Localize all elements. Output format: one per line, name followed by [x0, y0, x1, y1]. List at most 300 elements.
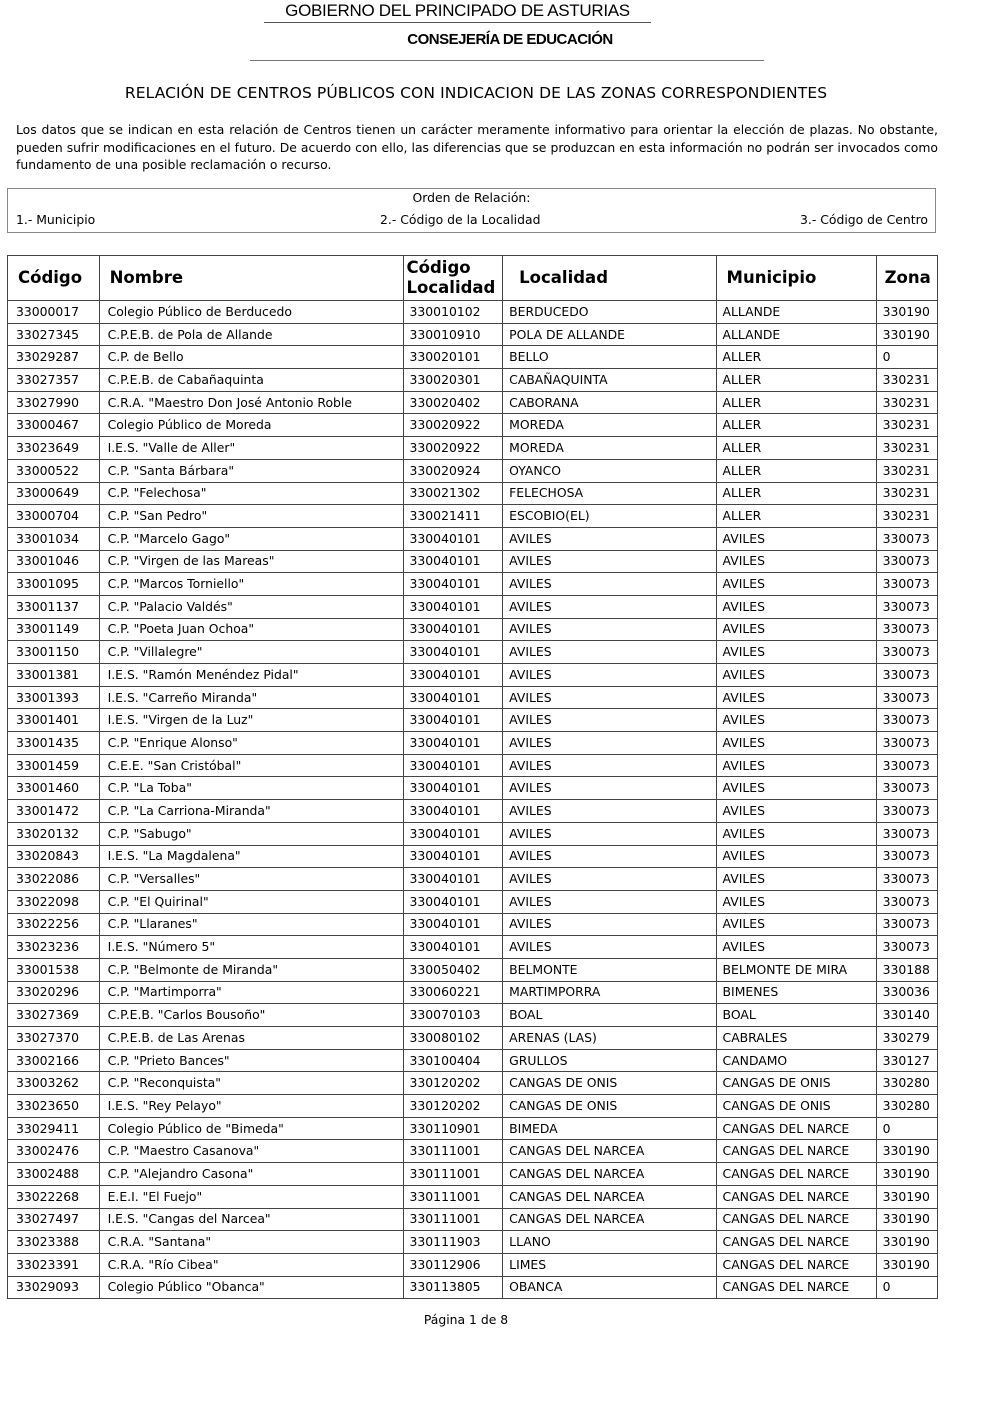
cell-nombre: C.P. "Marcelo Gago" — [99, 527, 403, 550]
cell-codigo-localidad: 330111001 — [403, 1163, 503, 1186]
cell-nombre: C.P. "Palacio Valdés" — [99, 595, 403, 618]
header-divider — [250, 60, 764, 61]
cell-codigo: 33000467 — [8, 414, 100, 437]
cell-zona: 330190 — [876, 1185, 937, 1208]
cell-zona: 330190 — [876, 1208, 937, 1231]
table-row — [8, 527, 938, 550]
cell-zona: 330231 — [876, 437, 937, 460]
cell-codigo: 33020132 — [8, 822, 100, 845]
cell-codigo: 33001393 — [8, 686, 100, 709]
cell-codigo: 33001459 — [8, 754, 100, 777]
table-row — [8, 1117, 938, 1140]
cell-municipio: ALLER — [716, 437, 876, 460]
table-row — [8, 1253, 938, 1276]
table-row — [8, 754, 938, 777]
cell-municipio: ALLANDE — [716, 323, 876, 346]
cell-codigo-localidad: 330111001 — [403, 1185, 503, 1208]
cell-municipio: AVILES — [716, 527, 876, 550]
cell-codigo-localidad: 330040101 — [403, 664, 503, 687]
table-row — [8, 664, 938, 687]
cell-nombre: C.P. "Marcos Torniello" — [99, 573, 403, 596]
cell-codigo: 33001046 — [8, 550, 100, 573]
cell-codigo: 33001149 — [8, 618, 100, 641]
cell-localidad: AVILES — [503, 913, 716, 936]
cell-nombre: C.P. "Reconquista" — [99, 1072, 403, 1095]
cell-nombre: C.P. "Enrique Alonso" — [99, 732, 403, 755]
cell-municipio: AVILES — [716, 664, 876, 687]
cell-codigo: 33001095 — [8, 573, 100, 596]
cell-codigo-localidad: 330040101 — [403, 573, 503, 596]
cell-codigo-localidad: 330040101 — [403, 890, 503, 913]
schools-table — [7, 255, 938, 1299]
cell-codigo: 33029093 — [8, 1276, 100, 1299]
disclaimer-paragraph: Los datos que se indican en esta relación de Centros tienen un carácter meramente informativo para orientar la elección de plazas. No obstante, pueden sufrir modificaciones en el futuro. De acuerdo con ello, las diferencias que se produzcan en esta información no podrán ser invocados como fundamento de una posible reclamación o recurso. — [16, 122, 938, 172]
cell-codigo-localidad: 330040101 — [403, 822, 503, 845]
cell-codigo: 33002476 — [8, 1140, 100, 1163]
cell-zona: 330073 — [876, 641, 937, 664]
cell-codigo: 33022086 — [8, 868, 100, 891]
cell-nombre: C.P.E.B. de Cabañaquinta — [99, 369, 403, 392]
cell-zona: 330127 — [876, 1049, 937, 1072]
cell-zona: 330190 — [876, 1253, 937, 1276]
cell-localidad: BOAL — [503, 1004, 716, 1027]
cell-nombre: I.E.S. "Carreño Miranda" — [99, 686, 403, 709]
table-row — [8, 868, 938, 891]
cell-zona: 330231 — [876, 369, 937, 392]
cell-localidad: FELECHOSA — [503, 482, 716, 505]
cell-codigo: 33022268 — [8, 1185, 100, 1208]
cell-municipio: AVILES — [716, 709, 876, 732]
cell-codigo: 33023236 — [8, 936, 100, 959]
table-row — [8, 732, 938, 755]
table-row — [8, 709, 938, 732]
cell-codigo: 33020296 — [8, 981, 100, 1004]
cell-municipio: CANGAS DE ONIS — [716, 1095, 876, 1118]
cell-nombre: I.E.S. "Valle de Aller" — [99, 437, 403, 460]
cell-zona: 330073 — [876, 527, 937, 550]
cell-municipio: AVILES — [716, 754, 876, 777]
cell-localidad: MOREDA — [503, 414, 716, 437]
cell-codigo-localidad: 330080102 — [403, 1027, 503, 1050]
cell-localidad: AVILES — [503, 664, 716, 687]
cell-municipio: CANGAS DEL NARCE — [716, 1185, 876, 1208]
cell-municipio: AVILES — [716, 595, 876, 618]
cell-nombre: I.E.S. "Virgen de la Luz" — [99, 709, 403, 732]
cell-codigo-localidad: 330111001 — [403, 1208, 503, 1231]
table-row — [8, 1276, 938, 1299]
table-row — [8, 1095, 938, 1118]
cell-codigo-localidad: 330010102 — [403, 301, 503, 324]
column-header-codigo-localidad: Código Localidad — [403, 256, 503, 301]
cell-municipio: ALLER — [716, 505, 876, 528]
table-row — [8, 505, 938, 528]
cell-municipio: ALLER — [716, 414, 876, 437]
sort-order-box — [7, 188, 936, 233]
cell-codigo-localidad: 330040101 — [403, 732, 503, 755]
cell-municipio: BOAL — [716, 1004, 876, 1027]
cell-nombre: C.P. "San Pedro" — [99, 505, 403, 528]
cell-zona: 330073 — [876, 686, 937, 709]
cell-codigo: 33001401 — [8, 709, 100, 732]
cell-nombre: C.P. "La Carriona-Miranda" — [99, 800, 403, 823]
cell-codigo: 33029411 — [8, 1117, 100, 1140]
cell-zona: 330231 — [876, 391, 937, 414]
cell-zona: 330073 — [876, 913, 937, 936]
cell-codigo-localidad: 330040101 — [403, 913, 503, 936]
cell-zona: 330190 — [876, 1231, 937, 1254]
cell-codigo: 33000649 — [8, 482, 100, 505]
table-row — [8, 459, 938, 482]
cell-nombre: E.E.I. "El Fuejo" — [99, 1185, 403, 1208]
cell-codigo-localidad: 330021411 — [403, 505, 503, 528]
cell-codigo-localidad: 330112906 — [403, 1253, 503, 1276]
cell-zona: 330073 — [876, 777, 937, 800]
cell-codigo-localidad: 330040101 — [403, 618, 503, 641]
cell-localidad: AVILES — [503, 573, 716, 596]
cell-codigo: 33001381 — [8, 664, 100, 687]
cell-codigo: 33027497 — [8, 1208, 100, 1231]
cell-codigo: 33022256 — [8, 913, 100, 936]
cell-localidad: AVILES — [503, 595, 716, 618]
cell-municipio: AVILES — [716, 822, 876, 845]
cell-nombre: I.E.S. "La Magdalena" — [99, 845, 403, 868]
cell-nombre: Colegio Público de Moreda — [99, 414, 403, 437]
cell-codigo-localidad: 330021302 — [403, 482, 503, 505]
cell-localidad: AVILES — [503, 800, 716, 823]
table-row — [8, 369, 938, 392]
cell-localidad: AVILES — [503, 868, 716, 891]
cell-nombre: C.P. "El Quirinal" — [99, 890, 403, 913]
cell-localidad: OBANCA — [503, 1276, 716, 1299]
cell-nombre: I.E.S. "Ramón Menéndez Pidal" — [99, 664, 403, 687]
cell-codigo: 33001460 — [8, 777, 100, 800]
cell-codigo: 33003262 — [8, 1072, 100, 1095]
cell-localidad: CABORANA — [503, 391, 716, 414]
cell-municipio: AVILES — [716, 777, 876, 800]
column-header-municipio: Municipio — [716, 256, 876, 301]
cell-codigo: 33001137 — [8, 595, 100, 618]
cell-municipio: ALLER — [716, 346, 876, 369]
table-row — [8, 777, 938, 800]
cell-municipio: ALLER — [716, 482, 876, 505]
table-row — [8, 1004, 938, 1027]
cell-localidad: CANGAS DEL NARCEA — [503, 1163, 716, 1186]
cell-municipio: ALLER — [716, 459, 876, 482]
cell-zona: 330073 — [876, 868, 937, 891]
cell-codigo: 33001435 — [8, 732, 100, 755]
cell-codigo: 33020843 — [8, 845, 100, 868]
cell-codigo-localidad: 330040101 — [403, 777, 503, 800]
table-row — [8, 686, 938, 709]
cell-localidad: BELLO — [503, 346, 716, 369]
document-title: RELACIÓN DE CENTROS PÚBLICOS CON INDICACION DE LAS ZONAS CORRESPONDIENTES — [124, 84, 828, 102]
cell-nombre: I.E.S. "Cangas del Narcea" — [99, 1208, 403, 1231]
cell-zona: 330188 — [876, 958, 937, 981]
cell-codigo-localidad: 330120202 — [403, 1095, 503, 1118]
table-row — [8, 958, 938, 981]
cell-localidad: AVILES — [503, 686, 716, 709]
cell-localidad: ESCOBIO(EL) — [503, 505, 716, 528]
cell-codigo: 33023650 — [8, 1095, 100, 1118]
cell-municipio: CANGAS DEL NARCE — [716, 1163, 876, 1186]
sort-order-item: 1.- Municipio — [16, 212, 96, 227]
cell-zona: 0 — [876, 1117, 937, 1140]
cell-codigo-localidad: 330020924 — [403, 459, 503, 482]
cell-codigo-localidad: 330020402 — [403, 391, 503, 414]
cell-localidad: LIMES — [503, 1253, 716, 1276]
cell-zona: 330073 — [876, 822, 937, 845]
cell-localidad: AVILES — [503, 936, 716, 959]
cell-localidad: AVILES — [503, 732, 716, 755]
cell-codigo-localidad: 330040101 — [403, 686, 503, 709]
sort-order-item: 3.- Código de Centro — [800, 212, 928, 227]
table-row — [8, 323, 938, 346]
cell-localidad: AVILES — [503, 550, 716, 573]
cell-localidad: BELMONTE — [503, 958, 716, 981]
table-row — [8, 1049, 938, 1072]
cell-nombre: C.P.E.B. de Pola de Allande — [99, 323, 403, 346]
table-header-row — [8, 256, 938, 301]
cell-zona: 330140 — [876, 1004, 937, 1027]
cell-codigo: 33023388 — [8, 1231, 100, 1254]
cell-zona: 0 — [876, 1276, 937, 1299]
cell-localidad: CABAÑAQUINTA — [503, 369, 716, 392]
cell-codigo-localidad: 330050402 — [403, 958, 503, 981]
cell-localidad: CANGAS DE ONIS — [503, 1095, 716, 1118]
cell-zona: 330073 — [876, 800, 937, 823]
column-header-nombre: Nombre — [99, 256, 403, 301]
cell-codigo-localidad: 330060221 — [403, 981, 503, 1004]
table-row — [8, 1140, 938, 1163]
cell-codigo: 33001150 — [8, 641, 100, 664]
cell-municipio: AVILES — [716, 573, 876, 596]
table-row — [8, 1231, 938, 1254]
cell-zona: 330073 — [876, 936, 937, 959]
cell-localidad: LLANO — [503, 1231, 716, 1254]
cell-codigo-localidad: 330020922 — [403, 414, 503, 437]
cell-localidad: ARENAS (LAS) — [503, 1027, 716, 1050]
table-row — [8, 981, 938, 1004]
cell-municipio: CANGAS DEL NARCE — [716, 1140, 876, 1163]
cell-zona: 330231 — [876, 482, 937, 505]
cell-municipio: CANDAMO — [716, 1049, 876, 1072]
cell-localidad: GRULLOS — [503, 1049, 716, 1072]
cell-codigo: 33029287 — [8, 346, 100, 369]
cell-codigo: 33027345 — [8, 323, 100, 346]
header-divider — [264, 22, 651, 23]
table-row — [8, 845, 938, 868]
cell-municipio: ALLANDE — [716, 301, 876, 324]
cell-municipio: BIMENES — [716, 981, 876, 1004]
column-header-zona: Zona — [876, 256, 937, 301]
table-row — [8, 1208, 938, 1231]
cell-municipio: CANGAS DEL NARCE — [716, 1208, 876, 1231]
cell-nombre: C.P. "Villalegre" — [99, 641, 403, 664]
cell-municipio: AVILES — [716, 913, 876, 936]
cell-nombre: C.P.E.B. de Las Arenas — [99, 1027, 403, 1050]
cell-codigo-localidad: 330020301 — [403, 369, 503, 392]
cell-municipio: AVILES — [716, 550, 876, 573]
cell-codigo-localidad: 330020101 — [403, 346, 503, 369]
cell-codigo-localidad: 330020922 — [403, 437, 503, 460]
cell-zona: 330073 — [876, 845, 937, 868]
cell-nombre: C.P. "Alejandro Casona" — [99, 1163, 403, 1186]
cell-zona: 330190 — [876, 301, 937, 324]
cell-municipio: CABRALES — [716, 1027, 876, 1050]
cell-localidad: AVILES — [503, 709, 716, 732]
cell-localidad: CANGAS DE ONIS — [503, 1072, 716, 1095]
cell-zona: 330073 — [876, 732, 937, 755]
cell-nombre: C.P. "Martimporra" — [99, 981, 403, 1004]
table-row — [8, 1027, 938, 1050]
table-row — [8, 618, 938, 641]
cell-nombre: I.E.S. "Número 5" — [99, 936, 403, 959]
cell-nombre: C.P. de Bello — [99, 346, 403, 369]
cell-municipio: AVILES — [716, 686, 876, 709]
cell-municipio: CANGAS DEL NARCE — [716, 1231, 876, 1254]
department-header: CONSEJERÍA DE EDUCACIÓN — [407, 31, 613, 48]
cell-nombre: Colegio Público "Obanca" — [99, 1276, 403, 1299]
cell-nombre: C.R.A. "Río Cibea" — [99, 1253, 403, 1276]
cell-codigo-localidad: 330111001 — [403, 1140, 503, 1163]
cell-codigo: 33023391 — [8, 1253, 100, 1276]
cell-localidad: AVILES — [503, 618, 716, 641]
cell-nombre: C.E.E. "San Cristóbal" — [99, 754, 403, 777]
cell-zona: 330073 — [876, 550, 937, 573]
cell-nombre: C.P. "Sabugo" — [99, 822, 403, 845]
cell-municipio: CANGAS DEL NARCE — [716, 1117, 876, 1140]
cell-codigo-localidad: 330040101 — [403, 754, 503, 777]
cell-localidad: MARTIMPORRA — [503, 981, 716, 1004]
cell-municipio: ALLER — [716, 391, 876, 414]
cell-zona: 330073 — [876, 664, 937, 687]
cell-codigo-localidad: 330120202 — [403, 1072, 503, 1095]
cell-codigo-localidad: 330040101 — [403, 550, 503, 573]
cell-municipio: AVILES — [716, 868, 876, 891]
cell-codigo: 33001034 — [8, 527, 100, 550]
cell-zona: 330279 — [876, 1027, 937, 1050]
cell-zona: 330231 — [876, 459, 937, 482]
cell-municipio: CANGAS DEL NARCE — [716, 1253, 876, 1276]
table-row — [8, 1072, 938, 1095]
table-row — [8, 414, 938, 437]
cell-localidad: AVILES — [503, 777, 716, 800]
cell-municipio: AVILES — [716, 641, 876, 664]
cell-zona: 330073 — [876, 595, 937, 618]
cell-nombre: C.P. "Poeta Juan Ochoa" — [99, 618, 403, 641]
cell-localidad: BIMEDA — [503, 1117, 716, 1140]
cell-nombre: C.R.A. "Maestro Don José Antonio Roble — [99, 391, 403, 414]
table-row — [8, 437, 938, 460]
cell-codigo-localidad: 330040101 — [403, 845, 503, 868]
cell-localidad: CANGAS DEL NARCEA — [503, 1140, 716, 1163]
cell-codigo: 33002166 — [8, 1049, 100, 1072]
cell-zona: 330073 — [876, 890, 937, 913]
cell-nombre: C.P. "Prieto Bances" — [99, 1049, 403, 1072]
cell-codigo: 33027357 — [8, 369, 100, 392]
table-row — [8, 573, 938, 596]
column-header-codigo: Código — [8, 256, 100, 301]
cell-codigo: 33001472 — [8, 800, 100, 823]
cell-zona: 330231 — [876, 414, 937, 437]
cell-codigo: 33000017 — [8, 301, 100, 324]
table-row — [8, 822, 938, 845]
table-row — [8, 595, 938, 618]
cell-localidad: CANGAS DEL NARCEA — [503, 1208, 716, 1231]
cell-nombre: Colegio Público de "Bimeda" — [99, 1117, 403, 1140]
cell-zona: 330073 — [876, 754, 937, 777]
cell-localidad: AVILES — [503, 754, 716, 777]
cell-codigo: 33000522 — [8, 459, 100, 482]
cell-nombre: C.P. "La Toba" — [99, 777, 403, 800]
cell-codigo-localidad: 330040101 — [403, 936, 503, 959]
cell-codigo-localidad: 330113805 — [403, 1276, 503, 1299]
table-row — [8, 391, 938, 414]
cell-codigo: 33027990 — [8, 391, 100, 414]
table-row — [8, 936, 938, 959]
cell-codigo: 33027370 — [8, 1027, 100, 1050]
cell-zona: 330190 — [876, 1140, 937, 1163]
cell-localidad: CANGAS DEL NARCEA — [503, 1185, 716, 1208]
cell-codigo-localidad: 330040101 — [403, 641, 503, 664]
cell-codigo: 33001538 — [8, 958, 100, 981]
cell-nombre: C.P. "Llaranes" — [99, 913, 403, 936]
sort-order-item: 2.- Código de la Localidad — [380, 212, 541, 227]
cell-zona: 330190 — [876, 323, 937, 346]
cell-zona: 330190 — [876, 1163, 937, 1186]
cell-zona: 330036 — [876, 981, 937, 1004]
cell-municipio: AVILES — [716, 618, 876, 641]
cell-zona: 330073 — [876, 573, 937, 596]
cell-localidad: POLA DE ALLANDE — [503, 323, 716, 346]
cell-localidad: AVILES — [503, 845, 716, 868]
cell-codigo: 33023649 — [8, 437, 100, 460]
cell-localidad: AVILES — [503, 890, 716, 913]
cell-municipio: CANGAS DEL NARCE — [716, 1276, 876, 1299]
cell-municipio: AVILES — [716, 732, 876, 755]
cell-nombre: I.E.S. "Rey Pelayo" — [99, 1095, 403, 1118]
cell-codigo-localidad: 330070103 — [403, 1004, 503, 1027]
cell-municipio: AVILES — [716, 936, 876, 959]
cell-municipio: ALLER — [716, 369, 876, 392]
table-row — [8, 346, 938, 369]
cell-codigo-localidad: 330111903 — [403, 1231, 503, 1254]
cell-nombre: C.P. "Felechosa" — [99, 482, 403, 505]
cell-nombre: C.P. "Virgen de las Mareas" — [99, 550, 403, 573]
cell-nombre: C.R.A. "Santana" — [99, 1231, 403, 1254]
cell-localidad: AVILES — [503, 527, 716, 550]
cell-codigo-localidad: 330110901 — [403, 1117, 503, 1140]
cell-codigo-localidad: 330040101 — [403, 868, 503, 891]
cell-municipio: AVILES — [716, 890, 876, 913]
table-row — [8, 1163, 938, 1186]
cell-codigo-localidad: 330040101 — [403, 595, 503, 618]
table-row — [8, 890, 938, 913]
table-row — [8, 800, 938, 823]
column-header-localidad: Localidad — [503, 256, 716, 301]
sort-order-title: Orden de Relación: — [412, 190, 531, 205]
cell-localidad: BERDUCEDO — [503, 301, 716, 324]
cell-codigo: 33000704 — [8, 505, 100, 528]
cell-codigo-localidad: 330040101 — [403, 527, 503, 550]
cell-nombre: C.P. "Santa Bárbara" — [99, 459, 403, 482]
table-row — [8, 641, 938, 664]
cell-codigo-localidad: 330040101 — [403, 709, 503, 732]
cell-zona: 330073 — [876, 618, 937, 641]
cell-codigo: 33027369 — [8, 1004, 100, 1027]
cell-zona: 0 — [876, 346, 937, 369]
table-row — [8, 913, 938, 936]
